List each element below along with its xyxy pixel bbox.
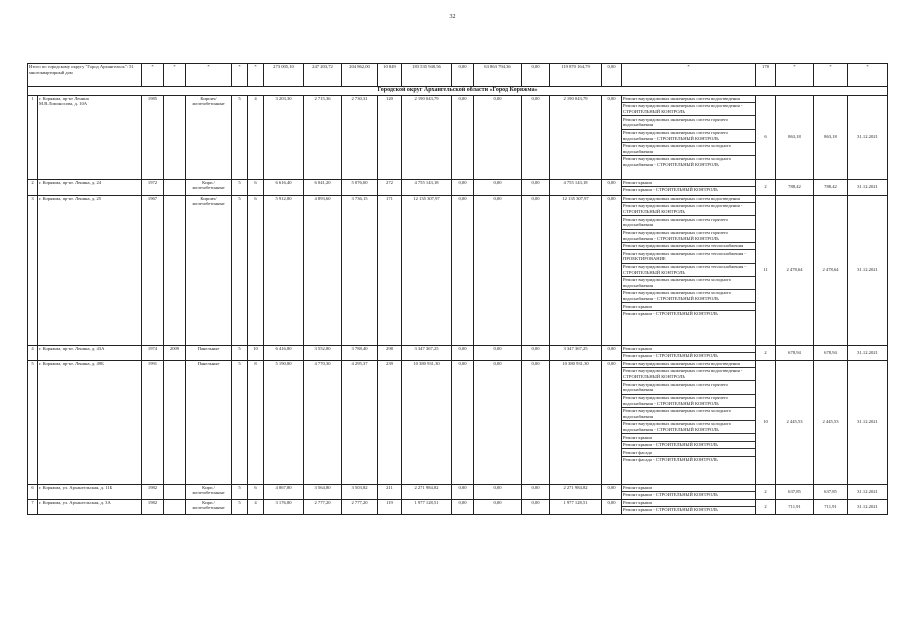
fund-federal: 0,00 <box>452 345 474 360</box>
repair-cost: 12 135 307,97 <box>402 195 452 345</box>
deadline: 31.12.2021 <box>848 484 888 499</box>
work-type-item: Ремонт внутридомовых инженерных систем холодного водоснабжения - СТРОИТЕЛЬНЫЙ КОНТРОЛЬ <box>622 421 755 434</box>
total-area: 5 190,80 <box>264 360 304 484</box>
deadline: 31.12.2021 <box>848 345 888 360</box>
work-type-item: Ремонт крыши <box>622 346 755 354</box>
work-type-item: Ремонт крыши <box>622 180 755 188</box>
work-type-item: Ремонт фасада <box>622 449 755 457</box>
work-type-item: Ремонт крыши <box>622 500 755 508</box>
deadline: 31.12.2021 <box>848 95 888 179</box>
totals-mark: * <box>164 64 186 87</box>
entrance-count: 6 <box>248 195 264 345</box>
totals-cost: 183 535 940,56 <box>402 64 452 87</box>
year-renovated: 2009 <box>164 345 186 360</box>
totals-mark: * <box>248 64 264 87</box>
unit-cost: 863,18 <box>776 95 814 179</box>
fund-other: 0,00 <box>602 95 622 179</box>
totals-row <box>28 64 888 87</box>
max-unit-cost: 711,91 <box>814 499 848 514</box>
totals-fund-c: 0,00 <box>522 64 550 87</box>
work-type-item: Ремонт крыши - СТРОИТЕЛЬНЫЙ КОНТРОЛЬ <box>623 492 718 498</box>
work-type-item: Ремонт внутридомовых инженерных систем горячего водоснабжения - СТРОИТЕЛЬНЫЙ КОНТРОЛЬ <box>622 395 755 408</box>
row-number: 5 <box>28 360 38 484</box>
building-address: г. Коряжма, пр-кт. Ленина, д. 24 <box>38 179 142 195</box>
floor-count: 5 <box>232 95 248 179</box>
work-types <box>622 195 756 345</box>
region-title: Городской округ Архангельской области «Город Коряжма» <box>28 87 888 96</box>
totals-residents: 10 849 <box>378 64 402 87</box>
wall-material: Панельные <box>186 345 232 360</box>
fund-other: 0,00 <box>602 179 622 195</box>
fund-owners: 10 380 931,30 <box>550 360 602 484</box>
work-type-item: Ремонт внутридомовых инженерных систем водоотведения <box>622 196 755 204</box>
total-area: 3 203,30 <box>264 95 304 179</box>
entrance-count: 6 <box>248 484 264 499</box>
row-number: 6 <box>28 484 38 499</box>
year-built: 1982 <box>142 484 164 499</box>
year-renovated <box>164 179 186 195</box>
floor-count: 5 <box>232 360 248 484</box>
repair-cost: 10 380 931,30 <box>402 360 452 484</box>
year-built: 1967 <box>142 195 164 345</box>
building-address: г. Коряжма, пр-кт. Ленина, д. 25 <box>38 195 142 345</box>
work-type-item: Ремонт крыши - СТРОИТЕЛЬНЫЙ КОНТРОЛЬ <box>622 442 755 450</box>
fund-regional: 0,00 <box>474 195 522 345</box>
residential-area: 3 552,80 <box>304 345 342 360</box>
max-unit-cost: 678,94 <box>814 345 848 360</box>
deadline: 31.12.2021 <box>848 195 888 345</box>
totals-fund-b: 63 863 794,36 <box>474 64 522 87</box>
total-area: 6 616,40 <box>264 179 304 195</box>
repair-register-table <box>27 63 888 515</box>
repair-cost: 3 347 367,25 <box>402 345 452 360</box>
deadline: 31.12.2021 <box>848 499 888 514</box>
total-area: 6 416,80 <box>264 345 304 360</box>
max-unit-cost: 863,18 <box>814 95 848 179</box>
fund-federal: 0,00 <box>452 499 474 514</box>
unit-cost: 637,85 <box>776 484 814 499</box>
work-type-item: Ремонт внутридомовых инженерных систем горячего водоснабжения - СТРОИТЕЛЬНЫЙ КОНТРОЛЬ <box>622 130 755 143</box>
house-row <box>28 195 888 345</box>
totals-area-b: 204 862,00 <box>342 64 378 87</box>
fund-local: 0,00 <box>522 95 550 179</box>
repair-cost: 4 755 143,18 <box>402 179 452 195</box>
building-address: г. Коряжма, пр-кт Ленина М.В.Ломоносова, д. 10А <box>38 95 142 179</box>
deadline: 31.12.2021 <box>848 360 888 484</box>
totals-mark: * <box>142 64 164 87</box>
entrance-count: 8 <box>248 360 264 484</box>
work-count: 11 <box>756 195 776 345</box>
fund-regional: 0,00 <box>474 484 522 499</box>
work-type-item: Ремонт внутридомовых инженерных систем водоотведения - СТРОИТЕЛЬНЫЙ КОНТРОЛЬ <box>622 368 755 381</box>
work-types <box>622 360 756 484</box>
resident-count: 119 <box>378 499 402 514</box>
private-area: 5 076,00 <box>342 179 378 195</box>
fund-regional: 0,00 <box>474 345 522 360</box>
work-type-item: Ремонт внутридомовых инженерных систем теплоснабжения <box>622 243 755 251</box>
floor-count: 5 <box>232 499 248 514</box>
fund-regional: 0,00 <box>474 179 522 195</box>
row-number: 1 <box>28 95 38 179</box>
totals-qty: 178 <box>756 64 776 87</box>
private-area: 3 788,40 <box>342 345 378 360</box>
work-type-item: Ремонт внутридомовых инженерных систем горячего водоснабжения - СТРОИТЕЛЬНЫЙ КОНТРОЛЬ <box>622 230 755 243</box>
year-renovated <box>164 95 186 179</box>
row-number: 4 <box>28 345 38 360</box>
residential-area: 3 564,80 <box>304 484 342 499</box>
residential-area: 2 777,20 <box>304 499 342 514</box>
fund-local: 0,00 <box>522 195 550 345</box>
work-type-item: Ремонт крыши - СТРОИТЕЛЬНЫЙ КОНТРОЛЬ <box>623 353 718 359</box>
totals-works: * <box>622 64 756 87</box>
work-type-item: Ремонт крыши - СТРОИТЕЛЬНЫЙ КОНТРОЛЬ <box>623 507 718 513</box>
unit-cost: 678,94 <box>776 345 814 360</box>
entrance-count: 10 <box>248 345 264 360</box>
resident-count: 171 <box>378 195 402 345</box>
fund-regional: 0,00 <box>474 499 522 514</box>
wall-material: Кирпич/ железобетонные <box>186 95 232 179</box>
max-unit-cost: 637,85 <box>814 484 848 499</box>
building-address: г. Коряжма, пр-кт. Ленина, д. 49Б <box>38 360 142 484</box>
fund-other: 0,00 <box>602 499 622 514</box>
totals-fund-a: 0,00 <box>452 64 474 87</box>
year-renovated <box>164 195 186 345</box>
work-type-item: Ремонт внутридомовых инженерных систем холодного водоснабжения - СТРОИТЕЛЬНЫЙ КОНТРОЛЬ <box>623 156 732 168</box>
totals-area-total: 273 005,10 <box>264 64 304 87</box>
fund-owners: 1 977 128,51 <box>550 499 602 514</box>
entrance-count: 4 <box>248 95 264 179</box>
work-type-item: Ремонт внутридомовых инженерных систем горячего водоснабжения <box>622 116 755 129</box>
fund-owners: 2 190 043,79 <box>550 95 602 179</box>
fund-other: 0,00 <box>602 360 622 484</box>
fund-other: 0,00 <box>602 484 622 499</box>
house-row <box>28 360 888 484</box>
totals-mark: * <box>186 64 232 87</box>
fund-owners: 4 755 143,18 <box>550 179 602 195</box>
region-header-row <box>28 87 888 96</box>
work-type-item: Ремонт внутридомовых инженерных систем горячего водоснабжения <box>622 381 755 394</box>
resident-count: 120 <box>378 95 402 179</box>
fund-owners: 3 347 367,25 <box>550 345 602 360</box>
total-area: 4 067,80 <box>264 484 304 499</box>
residential-area: 4 770,30 <box>304 360 342 484</box>
year-built: 1974 <box>142 345 164 360</box>
fund-local: 0,00 <box>522 499 550 514</box>
year-built: 1972 <box>142 179 164 195</box>
fund-local: 0,00 <box>522 179 550 195</box>
totals-area-a: 247 203,72 <box>304 64 342 87</box>
fund-federal: 0,00 <box>452 360 474 484</box>
row-number: 2 <box>28 179 38 195</box>
house-row <box>28 95 888 179</box>
private-area: 4 295,37 <box>342 360 378 484</box>
building-address: г. Коряжма, ул. Архангельская, д. 3А <box>38 499 142 514</box>
wall-material: Кирп./ железобетонные <box>186 179 232 195</box>
repair-cost: 1 977 128,51 <box>402 499 452 514</box>
floor-count: 5 <box>232 345 248 360</box>
fund-owners: 2 271 984,82 <box>550 484 602 499</box>
work-type-item: Ремонт крыши <box>622 485 755 493</box>
total-area: 3 176,80 <box>264 499 304 514</box>
private-area: 3 503,82 <box>342 484 378 499</box>
work-count: 2 <box>756 499 776 514</box>
fund-federal: 0,00 <box>452 95 474 179</box>
house-row <box>28 499 888 514</box>
floor-count: 5 <box>232 484 248 499</box>
work-count: 2 <box>756 345 776 360</box>
work-count: 6 <box>756 95 776 179</box>
wall-material: Панельные <box>186 360 232 484</box>
resident-count: 272 <box>378 179 402 195</box>
house-row <box>28 484 888 499</box>
totals-label: Итого по городскому округу "Город Архангельск": 51 многоквартирный дом <box>28 64 142 87</box>
work-types <box>622 484 756 499</box>
house-row <box>28 179 888 195</box>
work-types <box>622 95 756 179</box>
floor-count: 5 <box>232 179 248 195</box>
work-type-item: Ремонт крыши <box>622 303 755 311</box>
resident-count: 211 <box>378 484 402 499</box>
max-unit-cost: 788,42 <box>814 179 848 195</box>
residential-area: 2 715,36 <box>304 95 342 179</box>
fund-local: 0,00 <box>522 360 550 484</box>
private-area: 2 777,20 <box>342 499 378 514</box>
year-renovated <box>164 484 186 499</box>
fund-other: 0,00 <box>602 345 622 360</box>
year-built: 1982 <box>142 499 164 514</box>
work-type-item: Ремонт крыши <box>622 434 755 442</box>
wall-material: Кирпич/ железобетонные <box>186 195 232 345</box>
work-type-item: Ремонт внутридомовых инженерных систем теплоснабжения - СТРОИТЕЛЬНЫЙ КОНТРОЛЬ <box>622 264 755 277</box>
work-type-item: Ремонт внутридомовых инженерных систем горячего водоснабжения <box>622 216 755 229</box>
repair-cost: 2 271 984,82 <box>402 484 452 499</box>
work-count: 2 <box>756 179 776 195</box>
work-type-item: Ремонт внутридомовых инженерных систем теплоснабжения - ПРОЕКТИРОВАНИЕ <box>622 250 755 263</box>
wall-material: Кирп./ железобетонные <box>186 484 232 499</box>
row-number: 7 <box>28 499 38 514</box>
work-type-item: Ремонт внутридомовых инженерных систем водоотведения <box>622 96 755 104</box>
year-renovated <box>164 499 186 514</box>
totals-fund-d: 119 870 164,79 <box>550 64 602 87</box>
unit-cost: 2 445,53 <box>776 360 814 484</box>
building-address: г. Коряжма, ул. Архангельская, д. 11Б <box>38 484 142 499</box>
totals-unit-cost: * <box>776 64 814 87</box>
entrance-count: 6 <box>248 179 264 195</box>
work-type-item: Ремонт внутридомовых инженерных систем водоотведения - СТРОИТЕЛЬНЫЙ КОНТРОЛЬ <box>622 103 755 116</box>
work-type-item: Ремонт фасада - СТРОИТЕЛЬНЫЙ КОНТРОЛЬ <box>623 457 718 463</box>
fund-federal: 0,00 <box>452 179 474 195</box>
fund-federal: 0,00 <box>452 484 474 499</box>
totals-mark: * <box>232 64 248 87</box>
work-type-item: Ремонт крыши - СТРОИТЕЛЬНЫЙ КОНТРОЛЬ <box>623 311 718 317</box>
totals-max-cost: * <box>814 64 848 87</box>
floor-count: 5 <box>232 195 248 345</box>
totals-deadline: * <box>848 64 888 87</box>
deadline: 31.12.2021 <box>848 179 888 195</box>
fund-local: 0,00 <box>522 484 550 499</box>
work-type-item: Ремонт крыши - СТРОИТЕЛЬНЫЙ КОНТРОЛЬ <box>623 187 718 193</box>
max-unit-cost: 2 478,64 <box>814 195 848 345</box>
unit-cost: 788,42 <box>776 179 814 195</box>
entrance-count: 4 <box>248 499 264 514</box>
repair-cost: 2 190 043,79 <box>402 95 452 179</box>
house-row <box>28 345 888 360</box>
residential-area: 4 893,60 <box>304 195 342 345</box>
private-area: 3 736,15 <box>342 195 378 345</box>
fund-federal: 0,00 <box>452 195 474 345</box>
building-address: г. Коряжма, пр-кт. Ленина, д. 43А <box>38 345 142 360</box>
work-type-item: Ремонт внутридомовых инженерных систем водоотведения - СТРОИТЕЛЬНЫЙ КОНТРОЛЬ <box>622 203 755 216</box>
year-built: 1985 <box>142 95 164 179</box>
residential-area: 6 041,20 <box>304 179 342 195</box>
resident-count: 298 <box>378 345 402 360</box>
year-renovated <box>164 360 186 484</box>
unit-cost: 2 478,64 <box>776 195 814 345</box>
max-unit-cost: 2 445,53 <box>814 360 848 484</box>
year-built: 1991 <box>142 360 164 484</box>
wall-material: Кирп./ железобетонные <box>186 499 232 514</box>
work-types <box>622 179 756 195</box>
work-type-item: Ремонт внутридомовых инженерных систем водоотведения <box>622 361 755 369</box>
private-area: 2 730,31 <box>342 95 378 179</box>
fund-local: 0,00 <box>522 345 550 360</box>
work-type-item: Ремонт внутридомовых инженерных систем холодного водоснабжения - СТРОИТЕЛЬНЫЙ КОНТРОЛЬ <box>622 290 755 303</box>
work-type-item: Ремонт внутридомовых инженерных систем холодного водоснабжения <box>622 408 755 421</box>
row-number: 3 <box>28 195 38 345</box>
total-area: 5 912,80 <box>264 195 304 345</box>
fund-other: 0,00 <box>602 195 622 345</box>
work-count: 10 <box>756 360 776 484</box>
work-count: 2 <box>756 484 776 499</box>
work-types <box>622 499 756 514</box>
work-type-item: Ремонт внутридомовых инженерных систем холодного водоснабжения <box>622 143 755 156</box>
work-types <box>622 345 756 360</box>
fund-owners: 12 135 307,97 <box>550 195 602 345</box>
resident-count: 239 <box>378 360 402 484</box>
work-type-item: Ремонт внутридомовых инженерных систем холодного водоснабжения <box>622 277 755 290</box>
page-number: 32 <box>449 14 456 20</box>
fund-regional: 0,00 <box>474 95 522 179</box>
fund-regional: 0,00 <box>474 360 522 484</box>
totals-fund-e: 0,00 <box>602 64 622 87</box>
unit-cost: 711,91 <box>776 499 814 514</box>
